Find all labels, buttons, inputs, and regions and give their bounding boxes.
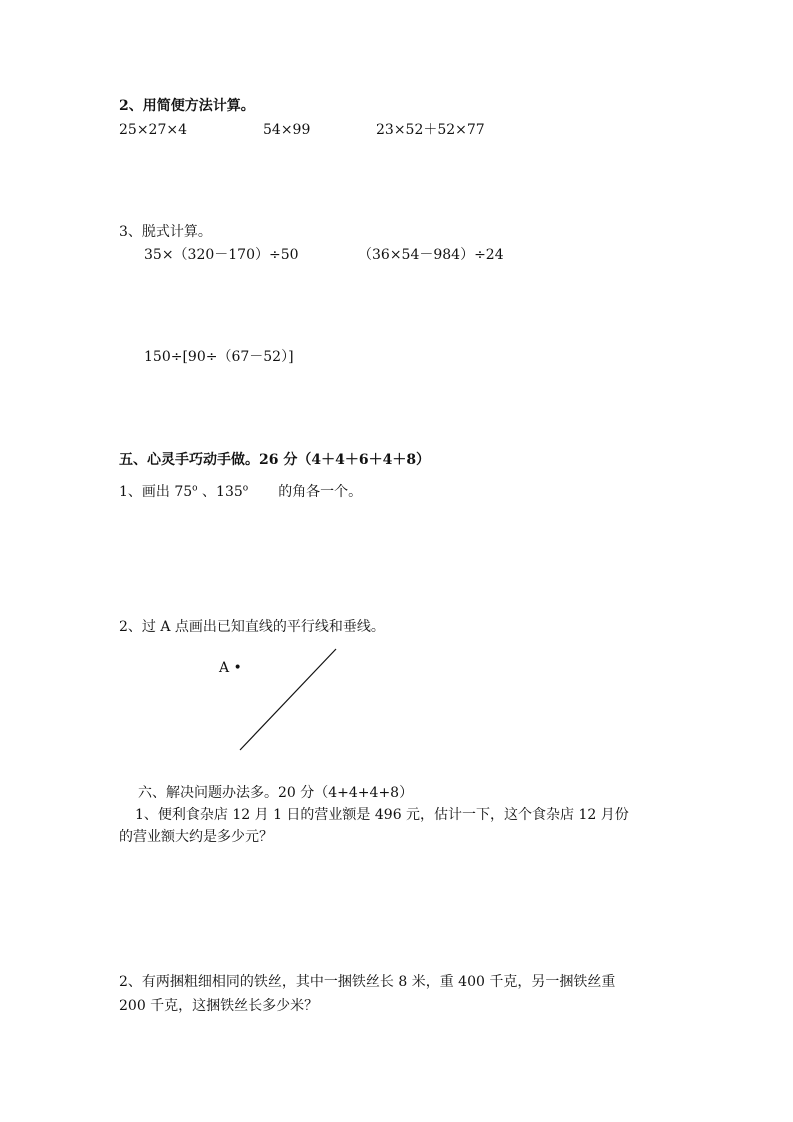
sales-question-line-1: 1、便利食杂店 12 月 1 日的营业额是 496 元，估计一下，这个食杂店 12 月份 [135, 807, 629, 823]
degree-mark-2: o [242, 483, 249, 494]
q2-simplified-calc-title: 2、用简便方法计算。 [119, 98, 255, 114]
calc-expression-2: 54×99 [263, 122, 311, 138]
angle-question-prefix: 1、画出 75 [119, 484, 193, 500]
given-straight-line [240, 649, 336, 750]
wire-question-line-2: 200 千克，这捆铁丝长多少米？ [119, 998, 319, 1014]
section-6-title: 六、解决问题办法多。20 分（4+4+4+8） [138, 785, 414, 801]
wire-question-line-1: 2、有两捆粗细相同的铁丝，其中一捆铁丝长 8 米，重 400 千克，另一捆铁丝重 [119, 974, 616, 990]
calc-expression-3: 23×52＋52×77 [376, 122, 485, 138]
q3-step-calc-title: 3、脱式计算。 [119, 224, 212, 240]
parallel-perpendicular-question: 2、过 A 点画出已知直线的平行线和垂线。 [119, 619, 385, 635]
section-5-title: 五、心灵手巧动手做。26 分（4＋4＋6＋4＋8） [119, 452, 431, 468]
angle-question-suffix: 的角各一个。 [278, 484, 363, 500]
step-expression-3: 150÷[90÷（67－52）] [144, 349, 294, 365]
angle-question-middle: 、135 [197, 484, 243, 500]
sales-question-line-2: 的营业额大约是多少元？ [119, 829, 273, 845]
point-a-label: A • [219, 660, 242, 676]
step-expression-1: 35×（320－170）÷50 [144, 247, 299, 263]
calc-expression-1: 25×27×4 [119, 122, 187, 138]
degree-mark-1: o [192, 483, 198, 494]
step-expression-2: （36×54－984）÷24 [358, 247, 504, 263]
